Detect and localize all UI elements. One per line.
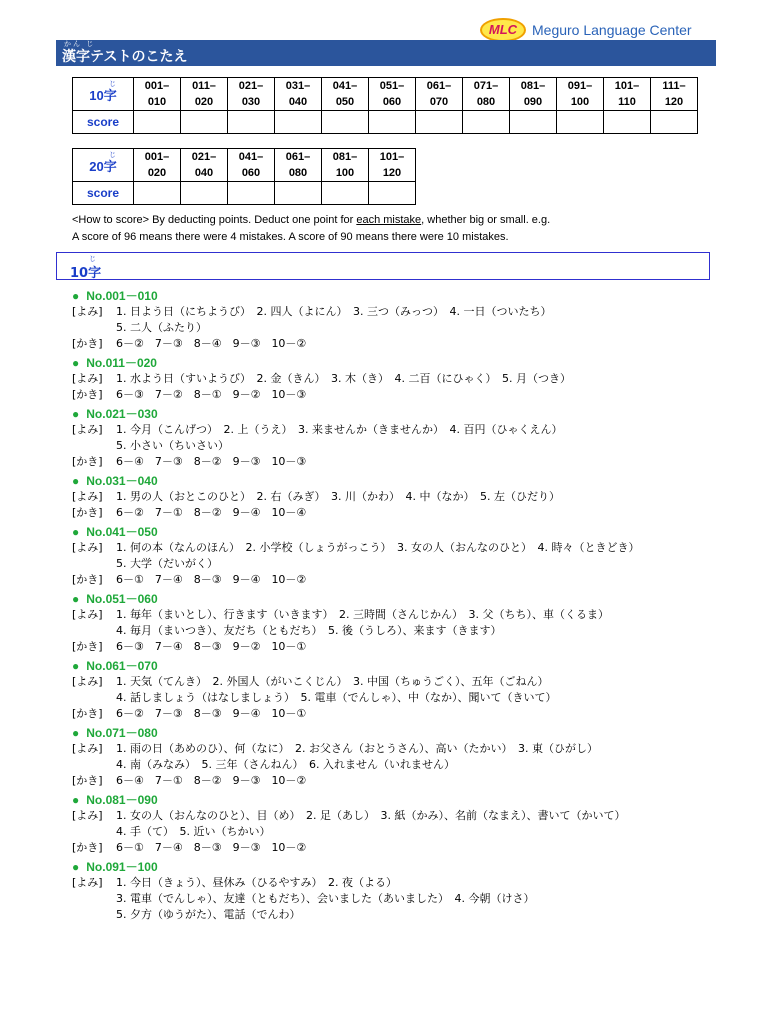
kaki-line [72,505,732,521]
kaki-line [72,706,732,722]
answer-group [72,658,732,722]
note-line-2: A score of 96 means there were 4 mistakes. A score of 90 means there were 10 mistakes. [72,231,509,243]
scoring-note [72,212,550,246]
score-table-10 [72,77,698,134]
score-row [73,111,698,134]
range-cell [369,78,416,111]
kaki-text: 6－④ 7－③ 8－② 9－③ 10－③ [116,455,307,468]
note-underlined: each mistake [356,214,422,226]
group-heading [72,725,732,741]
kaki-line [72,773,732,789]
range-start: 021– [238,80,264,92]
range-end: 090 [523,96,543,108]
group-heading-text: No.061－070 [86,659,158,673]
range-end: 080 [476,96,496,108]
logo-text: Meguro Language Center [532,22,692,38]
group-heading-text: No.071－080 [86,726,158,740]
range-end: 040 [194,167,214,179]
score-cell [134,111,181,134]
range-row [73,78,698,111]
yomi-text: 4. 手（て） 5. 近い（ちかい） [116,825,271,838]
yomi-text: 5. 小さい（ちいさい） [116,439,229,452]
yomi-tag: [よみ] [72,423,103,436]
table-label-20 [73,149,134,182]
group-heading [72,524,732,540]
range-start: 061– [285,151,311,163]
score-cell [369,111,416,134]
kaki-tag: [かき] [72,841,103,854]
yomi-text: 1. 今月（こんげつ） 2. 上（うえ） 3. 来ませんか（きませんか） 4. 百円（ひゃくえん） [116,423,563,436]
range-end: 080 [288,167,308,179]
kaki-tag: [かき] [72,640,103,653]
group-heading [72,288,732,304]
group-heading-text: No.081－090 [86,793,158,807]
yomi-text: 5. 二人（ふたり） [116,321,207,334]
yomi-text: 1. 今日（きょう）、昼休み（ひるやすみ） 2. 夜（よる） [116,876,397,889]
yomi-line [72,891,732,907]
score-cell [322,111,369,134]
score-cell [463,111,510,134]
range-start: 111– [662,80,686,92]
score-cell [181,182,228,205]
range-start: 061– [426,80,452,92]
kaki-tag: [かき] [72,506,103,519]
yomi-line [72,320,732,336]
label-text: 10字 [89,87,117,103]
range-start: 001– [144,80,170,92]
range-cell [228,78,275,111]
range-end: 030 [241,96,261,108]
answer-group [72,792,732,856]
range-start: 031– [285,80,311,92]
range-cell [322,149,369,182]
group-heading [72,406,732,422]
yomi-text: 4. 毎月（まいつき）、友だち（ともだち） 5. 後（うしろ）、来ます（きます） [116,624,502,637]
yomi-tag: [よみ] [72,608,103,621]
section-header [56,252,710,280]
yomi-line [72,304,732,320]
yomi-text: 1. 毎年（まいとし）、行きます（いきます） 2. 三時間（さんじかん） 3. 父（ちち）、車（くるま） [116,608,609,621]
answer-list [72,288,732,926]
answer-group [72,355,732,403]
yomi-text: 1. 水よう日（すいようび） 2. 金（きん） 3. 木（き） 4. 二百（にひゃく） 5. 月（つき） [116,372,571,385]
yomi-text: 5. 夕方（ゆうがた）、電話（でんわ） [116,908,301,921]
group-heading [72,792,732,808]
answer-group [72,406,732,470]
section-ruby: じ [89,255,96,263]
kaki-tag: [かき] [72,388,103,401]
yomi-line [72,371,732,387]
range-cell [604,78,651,111]
range-cell [557,78,604,111]
score-cell [181,111,228,134]
kaki-tag: [かき] [72,573,103,586]
yomi-line [72,875,732,891]
title-ruby: かん じ [64,40,96,48]
range-start: 041– [238,151,264,163]
range-end: 010 [147,96,167,108]
yomi-text: 5. 大学（だいがく） [116,557,218,570]
range-start: 071– [473,80,499,92]
range-cell [651,78,698,111]
title-bar [56,40,716,66]
yomi-text: 1. 雨の日（あめのひ）、何（なに） 2. お父さん（おとうさん）、高い（たかい） 3. 東（ひがし） [116,742,598,755]
group-heading [72,355,732,371]
group-heading-text: No.051－060 [86,592,158,606]
kaki-tag: [かき] [72,337,103,350]
yomi-line [72,808,732,824]
range-start: 051– [379,80,405,92]
range-end: 120 [382,167,402,179]
kaki-line [72,336,732,352]
range-end: 110 [618,96,636,108]
score-cell [557,111,604,134]
kaki-line [72,572,732,588]
kaki-line [72,387,732,403]
yomi-text: 3. 電車（でんしゃ）、友達（ともだち）、会いました（あいました） 4. 今朝（けさ） [116,892,535,905]
bullet-icon: ● [72,474,80,488]
yomi-tag: [よみ] [72,490,103,503]
kaki-line [72,454,732,470]
yomi-tag: [よみ] [72,372,103,385]
bullet-icon: ● [72,407,80,421]
kaki-line [72,840,732,856]
yomi-line [72,741,732,757]
kaki-tag: [かき] [72,455,103,468]
score-cell [510,111,557,134]
score-cell [275,182,322,205]
kaki-text: 6－④ 7－① 8－② 9－③ 10－② [116,774,307,787]
table-label-10 [73,78,134,111]
bullet-icon: ● [72,356,80,370]
yomi-line [72,540,732,556]
score-cell [416,111,463,134]
yomi-text: 1. 何の本（なんのほん） 2. 小学校（しょうがっこう） 3. 女の人（おんなのひと） 4. 時々（ときどき） [116,541,640,554]
score-label: score [73,111,134,134]
yomi-text: 1. 男の人（おとこのひと） 2. 右（みぎ） 3. 川（かわ） 4. 中（なか） 5. 左（ひだり） [116,490,560,503]
yomi-line [72,623,732,639]
yomi-tag: [よみ] [72,675,103,688]
range-end: 060 [241,167,261,179]
group-heading [72,591,732,607]
yomi-tag: [よみ] [72,541,103,554]
yomi-line [72,907,732,923]
range-cell [416,78,463,111]
note-part2: , whether big or small. e.g. [421,214,551,226]
kaki-text: 6－③ 7－④ 8－③ 9－② 10－① [116,640,307,653]
kaki-text: 6－② 7－③ 8－④ 9－③ 10－② [116,337,307,350]
bullet-icon: ● [72,860,80,874]
yomi-text: 4. 南（みなみ） 5. 三年（さんねん） 6. 入れません（いれません） [116,758,455,771]
kaki-text: 6－② 7－③ 8－③ 9－④ 10－① [116,707,307,720]
bullet-icon: ● [72,659,80,673]
range-row [73,149,416,182]
yomi-line [72,607,732,623]
yomi-line [72,674,732,690]
answer-group [72,725,732,789]
kaki-line [72,639,732,655]
range-cell [275,78,322,111]
kaki-text: 6－② 7－① 8－② 9－④ 10－④ [116,506,307,519]
yomi-text: 1. 天気（てんき） 2. 外国人（がいこくじん） 3. 中国（ちゅうごく）、五年（ごねん） [116,675,549,688]
range-cell [510,78,557,111]
group-heading [72,473,732,489]
note-line-1 [72,212,550,229]
bullet-icon: ● [72,592,80,606]
group-heading [72,658,732,674]
group-heading-text: No.011－020 [86,356,157,370]
yomi-line [72,824,732,840]
score-row [73,182,416,205]
range-start: 091– [567,80,593,92]
bullet-icon: ● [72,525,80,539]
answer-group [72,859,732,923]
range-cell [181,78,228,111]
answer-group [72,288,732,352]
group-heading [72,859,732,875]
bullet-icon: ● [72,289,80,303]
answer-group [72,591,732,655]
range-end: 120 [664,96,684,108]
yomi-text: 1. 日よう日（にちようび） 2. 四人（よにん） 3. 三つ（みっつ） 4. 一日（ついたち） [116,305,552,318]
range-start: 041– [332,80,358,92]
group-heading-text: No.031－040 [86,474,158,488]
yomi-line [72,422,732,438]
yomi-line [72,556,732,572]
range-end: 020 [147,167,167,179]
score-cell [604,111,651,134]
score-cell [275,111,322,134]
score-cell [228,111,275,134]
note-part1: <How to score> By deducting points. Deduct one point for [72,214,357,226]
score-cell [651,111,698,134]
logo-badge: MLC [480,18,526,42]
answer-group [72,524,732,588]
range-end: 020 [194,96,214,108]
yomi-text: 1. 女の人（おんなのひと）、目（め） 2. 足（あし） 3. 紙（かみ）、名前（なまえ）、書いて（かいて） [116,809,626,822]
range-end: 050 [335,96,355,108]
range-cell [228,149,275,182]
range-cell [134,149,181,182]
group-heading-text: No.091－100 [86,860,158,874]
range-start: 011– [192,80,216,92]
yomi-line [72,438,732,454]
range-cell [134,78,181,111]
range-end: 060 [382,96,402,108]
answer-group [72,473,732,521]
label-text: 20字 [89,158,117,174]
yomi-line [72,757,732,773]
score-cell [369,182,416,205]
label-ruby: じ [109,152,116,159]
yomi-text: 4. 話しましょう（はなしましょう） 5. 電車（でんしゃ）、中（なか）、聞いて（きいて） [116,691,557,704]
score-cell [228,182,275,205]
score-label: score [73,182,134,205]
range-start: 081– [520,80,546,92]
range-end: 040 [288,96,308,108]
yomi-tag: [よみ] [72,809,103,822]
kaki-tag: [かき] [72,774,103,787]
score-cell [322,182,369,205]
group-heading-text: No.021－030 [86,407,158,421]
score-table-20 [72,148,416,205]
group-heading-text: No.001－010 [86,289,158,303]
range-start: 101– [614,80,640,92]
kaki-text: 6－① 7－④ 8－③ 9－③ 10－② [116,841,307,854]
score-cell [134,182,181,205]
range-cell [181,149,228,182]
range-start: 101– [379,151,405,163]
range-end: 070 [429,96,449,108]
page-title: 漢字テストのこたえ [62,49,188,65]
range-start: 001– [144,151,170,163]
yomi-line [72,690,732,706]
kaki-text: 6－① 7－④ 8－③ 9－④ 10－② [116,573,307,586]
range-start: 081– [332,151,358,163]
bullet-icon: ● [72,726,80,740]
kaki-tag: [かき] [72,707,103,720]
bullet-icon: ● [72,793,80,807]
group-heading-text: No.041－050 [86,525,158,539]
range-end: 100 [335,167,355,179]
range-cell [369,149,416,182]
section-title: 10字 [70,266,102,281]
range-cell [275,149,322,182]
yomi-tag: [よみ] [72,742,103,755]
range-cell [463,78,510,111]
range-end: 100 [570,96,590,108]
range-start: 021– [191,151,217,163]
kaki-text: 6－③ 7－② 8－① 9－② 10－③ [116,388,307,401]
yomi-line [72,489,732,505]
label-ruby: じ [109,81,116,88]
yomi-tag: [よみ] [72,305,103,318]
range-cell [322,78,369,111]
yomi-tag: [よみ] [72,876,103,889]
